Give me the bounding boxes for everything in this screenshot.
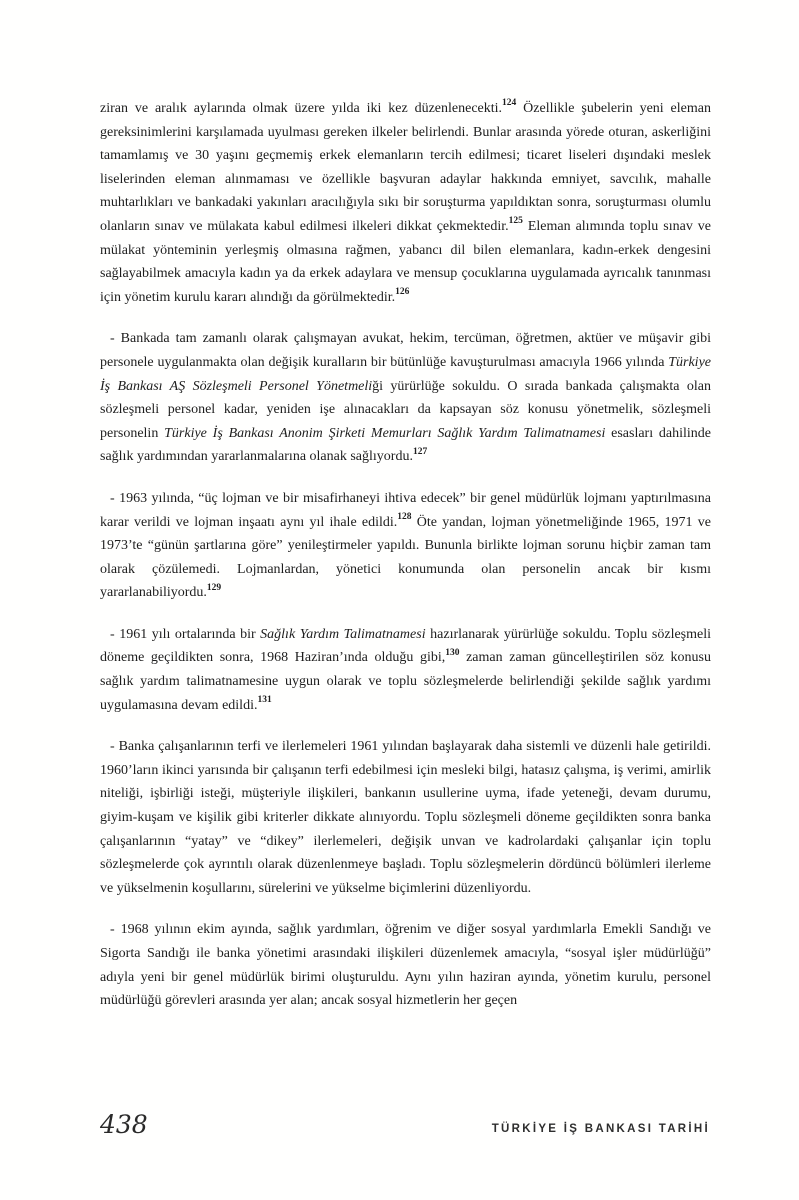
footnote-ref: 127 [412, 446, 428, 457]
text-run: - Bankada tam zamanlı olarak çalışmayan avukat, hekim, tercüman, öğretmen, aktüer ve müşavir gibi personele uygulanmakta olan değişik kuralların bir bütünlüğe kavuşturulması amacıyla 1966 yılında [100, 331, 711, 370]
text-run: Özellikle şubelerin yeni eleman gereksinimlerini karşılamada uyulması gereken ilkeler belirlendi. Bunlar arasında yörede oturan, askerliğini tamamlamış ve 30 yaşını geçmemiş erkek elemanların tercih edilmesi; ticaret liseleri dışındaki meslek liselerinden eleman alınmaması ve özellikle başvuran adaylar hakkında emniyet, savcılık, mahalle muhtarlıkları ve bankadaki yakınları aracılığıyla sıkı bir soruşturma yapıldıktan sonra, soruşturması olumlu olanların sınav ve mülakata kabul edilmesi ilkeleri dikkat çekmektedir. [100, 101, 711, 234]
italic-work-title: Türkiye İş Bankası AŞ Sözleşmeli Personel Yönetmeli [100, 354, 711, 394]
text-run: - 1961 yılı ortalarında bir [110, 626, 261, 642]
footnote-ref: 128 [397, 511, 412, 522]
text-run: ği yürürlüğe sokuldu. O sırada bankada çalışmakta olan sözleşmeli personel kadar, yeniden işe alınacakları da kapsayan söz konusu yönetmelik, sözleşmeli personelin [100, 378, 711, 441]
paragraph [100, 623, 711, 717]
footnote-ref: 124 [502, 98, 517, 109]
text-run: - Banka çalışanlarının terfi ve ilerlemeleri 1961 yılından başlayarak daha sistemli ve düzenli hale getirildi. 1960’ların ikinci yarısında bir çalışanın terfi edebilmesi için mesleki bilgi, hatasız çalışma, iş verimi, amirlik niteliği, işbirliği isteği, müşteriyle ilişkileri, bankanın usullerine uyma, ifade yeteneği, devam durumu, giyim-kuşam ve kişilik gibi kriterler dikkate alınıyordu. Toplu sözleşmeli döneme geçildikten sonra banka çalışanlarının “yatay” ve “dikey” ilerlemeleri, değişik unvan ve kadrolardaki çalışanlar için toplu sözleşmelerde çok ayrıntılı olarak düzenlenmeye başladı. Toplu sözleşmelerin dördüncü bölümleri ilerleme ve yükselmenin koşullarını, sürelerini ve yükselme biçimlerini düzenliyordu. [100, 739, 711, 896]
text-run: Eleman alımında toplu sınav ve mülakat yönteminin yerleşmiş olmasına rağmen, yabancı dil bilen elemanlara, kadın-erkek dengesini sağlayabilmek amacıyla kadın ya da erkek adaylara ve mensup çocuklarına uygulamada ayrıcalık tanınması için yönetim kurulu kararı alındığı da görülmektedir. [100, 218, 711, 305]
text-run: - 1968 yılının ekim ayında, sağlık yardımları, öğrenim ve diğer sosyal yardımlarla Emekli Sandığı ve Sigorta Sandığı ile banka yönetimi arasındaki ilişkileri düzenlemek amacıyla, “sosyal işler müdürlüğü” adıyla yeni bir genel müdürlük birimi oluşturuldu. Aynı yılın haziran ayında, yönetim kurulu, personel müdürlüğü görevleri arasında yer alan; ancak sosyal hizmetlerin her geçen [100, 922, 711, 1009]
footnote-ref: 130 [445, 647, 460, 658]
running-title: TÜRKİYE İŞ BANKASI TARİHİ [491, 1123, 710, 1135]
text-run: hazırlanarak yürürlüğe sokuldu. Toplu sözleşmeli döneme geçildikten sonra, 1968 Haziran’ında olduğu gibi, [100, 626, 711, 666]
text-run: - 1963 yılında, “üç lojman ve bir misafirhaneyi ihtiva edecek” bir genel müdürlük lojmanı yaptırılmasına karar verildi ve lojman inşaatı aynı yıl ihale edildi. [100, 490, 711, 530]
paragraph [100, 918, 711, 1012]
body-text [100, 97, 711, 1031]
text-run: Öte yandan, lojman yönetmeliğinde 1965, 1971 ve 1973’te “günün şartlarına göre” yenileştirmeler yapıldı. Bununla birlikte lojman sorunu hiçbir zaman tam olarak çözülemedi. Lojmanlardan, yönetici konumunda olan personelin ancak bir kısmı yararlanabiliyordu. [100, 514, 711, 601]
paragraph [100, 97, 711, 309]
text-run: zaman zaman güncelleştirilen söz konusu sağlık yardım talimatnamesine uygun olarak ve toplu sözleşmelerde belirlendiği şekilde sağlık yardımı uygulamasına devam edildi. [100, 650, 711, 713]
footnote-ref: 126 [395, 287, 410, 298]
footnote-ref: 125 [508, 216, 523, 227]
text-run: ziran ve aralık aylarında olmak üzere yılda iki kez düzenlenecekti. [100, 101, 503, 116]
footnote-ref: 129 [206, 582, 222, 593]
italic-work-title: Türkiye İş Bankası Anonim Şirketi Memurları Sağlık Yardım Talimatnamesi [164, 425, 606, 441]
paragraph [100, 487, 711, 605]
footnote-ref: 131 [257, 695, 272, 705]
paragraph [100, 327, 711, 469]
text-run: esasları dahilinde sağlık yardımından yararlanmalarına olanak sağlıyordu. [100, 425, 711, 465]
italic-work-title: Sağlık Yardım Talimatnamesi [260, 626, 426, 642]
page-number: 438 [100, 1110, 148, 1139]
paragraph [100, 735, 711, 900]
